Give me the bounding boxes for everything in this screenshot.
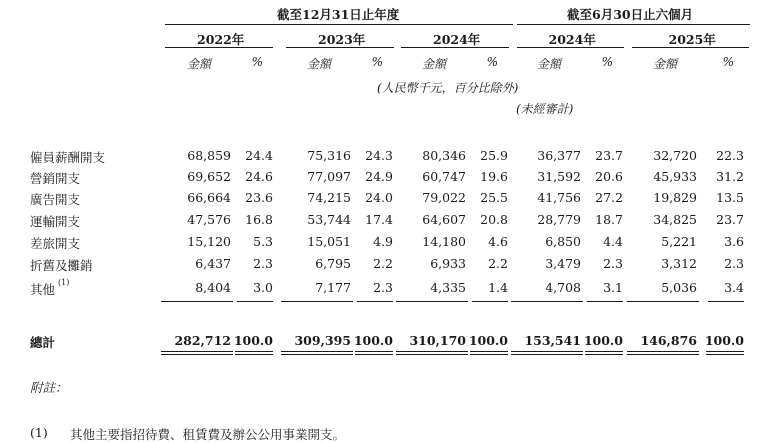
total-double-rule [281,351,353,355]
amount-cell: 36,377 [537,148,581,163]
amount-cell: 69,652 [187,169,231,184]
percent-cell: 5.3 [253,234,273,249]
total-double-rule [355,351,393,355]
percent-cell: 2.3 [603,256,623,271]
notes-heading: 附註： [30,380,68,395]
year-header: 2023年 [318,32,366,47]
unit-note: (人民幣千元，百分比除外) [377,81,519,95]
amount-cell: 28,779 [537,212,581,227]
percent-cell: 3.1 [603,280,623,295]
amount-cell: 15,051 [307,234,351,249]
total-double-rule [396,351,468,355]
amount-cell: 7,177 [315,280,351,295]
group-header-six-months: 截至6月30日止六個月 [567,7,694,22]
amount-cell: 31,592 [537,169,581,184]
amount-cell: 45,933 [653,169,697,184]
amount-cell: 4,708 [545,280,581,295]
percent-cell: 2.2 [373,256,393,271]
percent-cell: 23.7 [716,212,744,227]
year-header: 2025年 [668,32,716,47]
row-label: 營銷開支 [30,171,81,186]
percent-cell: 24.4 [245,148,273,163]
subtotal-rule [281,301,353,302]
amount-cell: 68,859 [187,148,231,163]
row-label: 運輸開支 [30,214,81,229]
percent-cell: 24.0 [365,190,393,205]
total-double-rule [161,351,233,355]
percent-cell: 20.8 [480,212,508,227]
amount-cell: 6,795 [315,256,351,271]
percent-cell: 27.2 [595,190,623,205]
percent-cell: 2.2 [488,256,508,271]
year-header: 2022年 [197,32,245,47]
note-text: 其他主要指招待費、租賃費及辦公公用事業開支。 [70,427,346,442]
row-label: 其他 [30,282,56,297]
amount-cell: 14,180 [422,234,466,249]
amount-column-header: 金額 [537,57,562,71]
amount-cell: 80,346 [422,148,466,163]
percent-cell: 24.3 [365,148,393,163]
amount-cell: 74,215 [307,190,351,205]
row-label: 僱員薪酬開支 [30,150,106,165]
percent-cell: 4.4 [603,234,623,249]
percent-cell: 2.3 [373,280,393,295]
total-amount-cell: 146,876 [640,333,697,348]
percent-cell: 23.6 [245,190,273,205]
subtotal-rule [472,301,508,302]
percent-cell: 3.4 [724,280,744,295]
percent-column-header: % [486,55,498,69]
total-percent-cell: 100.0 [704,333,744,348]
percent-cell: 17.4 [365,212,393,227]
total-amount-cell: 310,170 [409,333,466,348]
total-double-rule [470,351,508,355]
percent-cell: 3.6 [724,234,744,249]
subtotal-rule [161,301,233,302]
subtotal-rule [587,301,623,302]
subtotal-rule [237,301,273,302]
year-header: 2024年 [548,32,596,47]
percent-cell: 19.6 [480,169,508,184]
percent-column-header: % [722,55,734,69]
percent-cell: 24.9 [365,169,393,184]
amount-cell: 75,316 [307,148,351,163]
amount-column-header: 金額 [653,57,678,71]
percent-cell: 2.3 [253,256,273,271]
percent-cell: 25.9 [480,148,508,163]
percent-column-header: % [251,55,263,69]
group-header-six-months-underline [517,24,750,25]
amount-cell: 77,097 [307,169,351,184]
percent-cell: 20.6 [595,169,623,184]
total-percent-cell: 100.0 [468,333,508,348]
percent-cell: 13.5 [716,190,744,205]
row-label: 差旅開支 [30,236,81,251]
amount-cell: 53,744 [307,212,351,227]
percent-cell: 22.3 [716,148,744,163]
amount-cell: 6,850 [545,234,581,249]
amount-cell: 66,664 [187,190,231,205]
subtotal-rule [627,301,699,302]
year-header-underline [165,47,273,48]
year-header-underline [632,47,749,48]
amount-cell: 41,756 [537,190,581,205]
amount-cell: 4,335 [430,280,466,295]
percent-cell: 24.6 [245,169,273,184]
group-header-full-year: 截至12月31日止年度 [277,7,400,22]
percent-cell: 3.0 [253,280,273,295]
percent-cell: 18.7 [595,212,623,227]
subtotal-rule [357,301,393,302]
total-double-rule [627,351,699,355]
footnote-ref: (1) [58,278,70,287]
percent-cell: 1.4 [488,280,508,295]
amount-cell: 15,120 [187,234,231,249]
amount-cell: 6,437 [195,256,231,271]
percent-cell: 31.2 [716,169,744,184]
percent-column-header: % [371,55,383,69]
amount-column-header: 金額 [422,57,447,71]
total-double-rule [585,351,623,355]
percent-cell: 2.3 [724,256,744,271]
row-label: 折舊及攤銷 [30,258,93,273]
row-label: 廣告開支 [30,192,81,207]
amount-cell: 79,022 [422,190,466,205]
amount-cell: 6,933 [430,256,466,271]
year-header: 2024年 [433,32,481,47]
amount-cell: 8,404 [195,280,231,295]
total-double-rule [235,351,273,355]
unaudited-note: (未經審計) [516,102,574,116]
amount-cell: 60,747 [422,169,466,184]
total-percent-cell: 100.0 [353,333,393,348]
amount-column-header: 金額 [307,57,332,71]
amount-cell: 19,829 [653,190,697,205]
total-amount-cell: 153,541 [524,333,581,348]
year-header-underline [517,47,624,48]
amount-cell: 5,036 [661,280,697,295]
amount-cell: 3,479 [545,256,581,271]
total-percent-cell: 100.0 [233,333,273,348]
percent-cell: 4.9 [373,234,393,249]
total-double-rule [706,351,744,355]
note-marker: (1) [30,425,48,440]
year-header-underline [286,47,394,48]
amount-cell: 5,221 [661,234,697,249]
total-double-rule [511,351,583,355]
percent-cell: 4.6 [488,234,508,249]
subtotal-rule [396,301,468,302]
percent-cell: 25.5 [480,190,508,205]
total-label: 總計 [30,335,56,350]
amount-cell: 3,312 [661,256,697,271]
percent-column-header: % [601,55,613,69]
amount-column-header: 金額 [187,57,212,71]
year-header-underline [401,47,509,48]
percent-cell: 16.8 [245,212,273,227]
subtotal-rule [708,301,744,302]
amount-cell: 64,607 [422,212,466,227]
group-header-full-year-underline [165,24,513,25]
total-percent-cell: 100.0 [583,333,623,348]
amount-cell: 34,825 [653,212,697,227]
total-amount-cell: 309,395 [294,333,351,348]
amount-cell: 47,576 [187,212,231,227]
total-amount-cell: 282,712 [174,333,231,348]
subtotal-rule [511,301,583,302]
percent-cell: 23.7 [595,148,623,163]
amount-cell: 32,720 [653,148,697,163]
